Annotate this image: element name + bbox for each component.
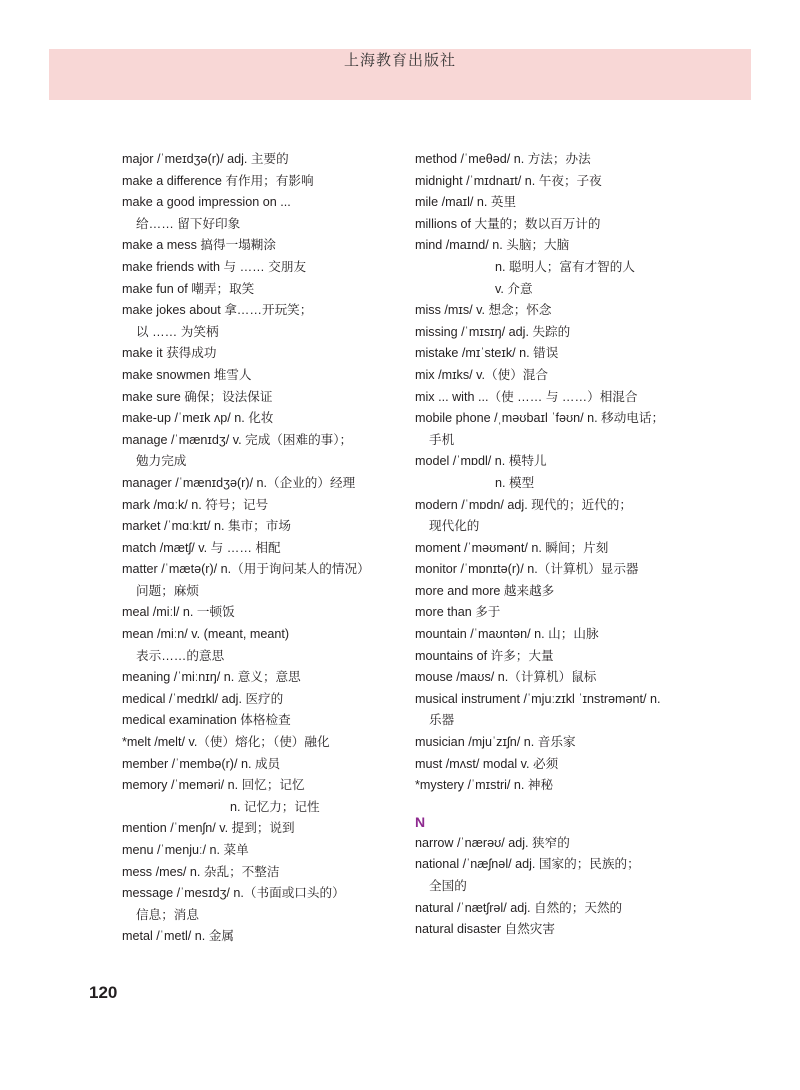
entry-metal: metal /ˈmetl/ n. 金属 [122,929,234,944]
entry-make-sure: make sure 确保；设法保证 [122,389,273,404]
entry-mention: mention /ˈmenʃn/ v. 提到；说到 [122,821,295,836]
entry-continuation: 乐器 [429,713,455,728]
entry-continuation: 手机 [429,432,455,447]
entry-mouse: mouse /maʊs/ n.（计算机）鼠标 [415,670,597,685]
entry-mean: mean /miːn/ v. (meant, meant) [122,627,290,642]
entry-menu: menu /ˈmenjuː/ n. 菜单 [122,843,249,857]
entry-match: match /mætʃ/ v. 与 …… 相配 [122,540,281,555]
entry-mix: mix /mɪks/ v.（使）混合 [415,367,548,382]
section-heading-n: N [415,813,426,830]
entry-model: model /ˈmɒdl/ n. 模特儿 [415,454,547,469]
entry-make-it: make it 获得成功 [122,346,217,361]
entry-mess: mess /mes/ n. 杂乱；不整洁 [122,864,280,879]
entry-make-up: make-up /ˈmeɪk ʌp/ n. 化妆 [122,411,274,426]
entry-continuation: 给…… 留下好印象 [136,216,241,231]
entry-memory: memory /ˈmeməri/ n. 回忆；记忆 [122,778,305,793]
header-band [49,49,751,100]
left-column [122,149,442,948]
entry-natural: natural /ˈnætʃrəl/ adj. 自然的；天然的 [415,900,623,915]
entry-continuation: 表示……的意思 [136,648,225,663]
entry-missing: missing /ˈmɪsɪŋ/ adj. 失踪的 [415,324,571,339]
entry-mystery: *mystery /ˈmɪstri/ n. 神秘 [415,778,554,793]
entry-major: major /ˈmeɪdʒə(r)/ adj. 主要的 [122,152,289,166]
entry-modern: modern /ˈmɒdn/ adj. 现代的；近代的； [415,497,632,512]
entry-must: must /mʌst/ modal v. 必须 [415,756,559,771]
entry-meal: meal /miːl/ n. 一顿饭 [122,605,235,620]
entry-make-a-difference: make a difference 有作用；有影响 [122,173,314,188]
entry-musical-instrument: musical instrument /ˈmjuːzɪkl ˈɪnstrəmənt/ n. [415,691,661,706]
entry-mark: mark /mɑːk/ n. 符号；记号 [122,497,269,512]
entry-continuation: 全国的 [429,879,467,893]
entry-sense: n. 记忆力；记性 [230,799,320,814]
entry-make-jokes-about: make jokes about 拿……开玩笑； [122,303,313,318]
entry-continuation: 信息；消息 [136,907,199,922]
entry-manage: manage /ˈmænɪdʒ/ v. 完成（困难的事）； [122,432,353,447]
entry-national: national /ˈnæʃnəl/ adj. 国家的；民族的； [415,857,640,872]
entry-medical-examination: medical examination 体格检查 [122,713,291,728]
entry-make-snowmen: make snowmen 堆雪人 [122,367,252,382]
entry-make-a-good-impression: make a good impression on ... [122,195,291,210]
entry-make-a-mess: make a mess 搞得一塌糊涂 [122,238,276,253]
entry-manager: manager /ˈmænɪdʒə(r)/ n.（企业的）经理 [122,475,356,490]
entry-mistake: mistake /mɪˈsteɪk/ n. 错误 [415,346,559,361]
entry-mobile-phone: mobile phone /ˌməʊbaɪl ˈfəʊn/ n. 移动电话； [415,411,665,426]
entry-moment: moment /ˈməʊmənt/ n. 瞬间；片刻 [415,540,609,555]
entry-mountain: mountain /ˈmaʊntən/ n. 山；山脉 [415,627,599,642]
entry-continuation: 以 …… 为笑柄 [136,324,219,339]
entry-continuation: 现代化的 [429,519,480,534]
entry-mind: mind /maɪnd/ n. 头脑；大脑 [415,238,570,253]
entry-medical: medical /ˈmedɪkl/ adj. 医疗的 [122,691,284,706]
entry-narrow: narrow /ˈnærəʊ/ adj. 狭窄的 [415,835,570,850]
entry-meaning: meaning /ˈmiːnɪŋ/ n. 意义；意思 [122,670,301,685]
entry-mile: mile /maɪl/ n. 英里 [415,195,517,210]
entry-monitor: monitor /ˈmɒnɪtə(r)/ n.（计算机）显示器 [415,562,639,577]
entry-musician: musician /mjuˈzɪʃn/ n. 音乐家 [415,735,576,750]
right-column [415,149,755,941]
entry-millions-of: millions of 大量的；数以百万计的 [415,216,601,231]
entry-midnight: midnight /ˈmɪdnaɪt/ n. 午夜；子夜 [415,173,602,188]
entry-miss: miss /mɪs/ v. 想念；怀念 [415,303,552,318]
entry-continuation: 问题；麻烦 [136,583,199,598]
entry-melt: *melt /melt/ v.（使）熔化；（使）融化 [122,735,330,750]
entry-sense: n. 聪明人；富有才智的人 [495,259,635,274]
entry-sense: v. 介意 [495,281,533,296]
page-number: 120 [89,983,118,1002]
entry-continuation: 勉力完成 [136,454,187,469]
entry-method: method /ˈmeθəd/ n. 方法；办法 [415,152,591,166]
entry-matter: matter /ˈmætə(r)/ n.（用于询问某人的情况） [122,562,370,577]
entry-more-than: more than 多于 [415,605,501,620]
publisher-name: 上海教育出版社 [343,52,456,69]
entry-member: member /ˈmembə(r)/ n. 成员 [122,756,281,771]
entry-make-fun-of: make fun of 嘲弄；取笑 [122,281,255,296]
entry-make-friends-with: make friends with 与 …… 交朋友 [122,259,307,274]
entry-sense: n. 模型 [495,475,535,490]
entry-mix-with: mix ... with ...（使 …… 与 ……）相混合 [415,389,638,404]
entry-natural-disaster: natural disaster 自然灾害 [415,922,555,937]
entry-message: message /ˈmesɪdʒ/ n.（书面或口头的） [122,886,345,901]
entry-mountains-of: mountains of 许多；大量 [415,648,554,663]
entry-more-and-more: more and more 越来越多 [415,583,555,598]
entry-market: market /ˈmɑːkɪt/ n. 集市；市场 [122,519,291,534]
